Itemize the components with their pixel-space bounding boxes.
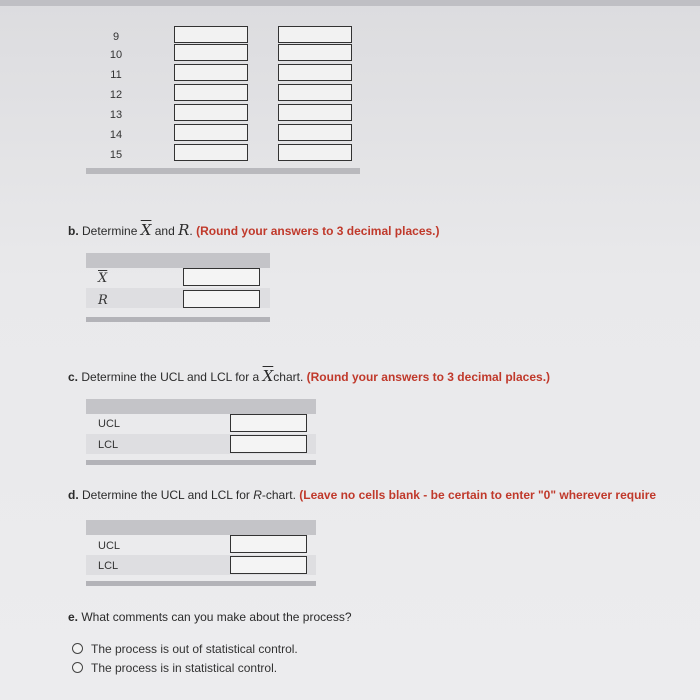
option-label: The process is in statistical control. xyxy=(91,661,278,675)
option-label: The process is out of statistical control. xyxy=(91,642,298,656)
part-d-text-2: -chart. xyxy=(261,488,296,502)
rbar-input[interactable] xyxy=(183,290,260,308)
part-c-text-1: Determine the UCL and LCL for a xyxy=(81,370,260,384)
lcl-label: LCL xyxy=(98,439,119,451)
part-e-prefix: e. xyxy=(68,610,79,624)
xchart-ucl-input[interactable] xyxy=(230,414,307,432)
top-browser-strip xyxy=(0,0,700,6)
part-c-question xyxy=(68,367,550,385)
radio-option-out-of-control[interactable] xyxy=(72,642,298,656)
sample-xbar-input[interactable] xyxy=(174,26,248,43)
part-c-table xyxy=(86,399,316,469)
table-row xyxy=(86,144,360,165)
table-row xyxy=(86,84,360,105)
table-header xyxy=(86,253,270,268)
part-d-prefix: d. xyxy=(68,488,79,502)
part-c-instruction: (Round your answers to 3 decimal places.) xyxy=(306,370,551,384)
sample-number: 15 xyxy=(109,149,123,161)
sample-r-input[interactable] xyxy=(278,104,352,121)
part-e-question xyxy=(68,610,352,624)
xbar-symbol: $\overline{X}$ xyxy=(140,221,152,239)
sample-number: 12 xyxy=(109,89,123,101)
sample-r-input[interactable] xyxy=(278,26,352,43)
table-row xyxy=(86,64,360,85)
table-row xyxy=(86,124,360,145)
part-c-prefix: c. xyxy=(68,370,79,384)
xbar-input[interactable] xyxy=(183,268,260,286)
part-b-text: Determine xyxy=(82,224,138,238)
sample-r-input[interactable] xyxy=(278,124,352,141)
part-b-table xyxy=(86,253,270,325)
r-row-label: R xyxy=(98,293,108,308)
rchart-ucl-input[interactable] xyxy=(230,535,307,553)
sample-xbar-input[interactable] xyxy=(174,144,248,161)
radio-button[interactable] xyxy=(72,662,83,673)
sample-xbar-input[interactable] xyxy=(174,104,248,121)
radio-option-in-control[interactable] xyxy=(72,661,277,675)
ucl-label: UCL xyxy=(98,418,121,430)
sample-xbar-input[interactable] xyxy=(174,124,248,141)
part-b-and: and xyxy=(154,224,175,238)
ucl-label: UCL xyxy=(98,540,121,552)
part-d-question xyxy=(68,488,656,502)
sample-r-input[interactable] xyxy=(278,44,352,61)
sample-number: 14 xyxy=(109,129,123,141)
lcl-label: LCL xyxy=(98,560,119,572)
sample-r-input[interactable] xyxy=(278,64,352,81)
sample-number: 13 xyxy=(109,109,123,121)
sample-xbar-input[interactable] xyxy=(174,64,248,81)
sample-xbar-input[interactable] xyxy=(174,84,248,101)
table-header xyxy=(86,399,316,414)
table-footer-bar xyxy=(86,460,316,465)
sample-xbar-input[interactable] xyxy=(174,44,248,61)
table-row xyxy=(86,44,360,65)
sample-number: 11 xyxy=(110,69,122,81)
sample-number: 10 xyxy=(109,49,123,61)
table-row xyxy=(86,104,360,125)
table-footer-bar xyxy=(86,581,316,586)
part-b-instruction: (Round your answers to 3 decimal places.) xyxy=(196,224,440,238)
table-header xyxy=(86,520,316,535)
table-footer-bar xyxy=(86,317,270,322)
part-c-text-2: chart. xyxy=(273,370,304,384)
sample-number: 9 xyxy=(112,31,120,43)
r-chart-symbol: R xyxy=(253,488,262,502)
rchart-lcl-input[interactable] xyxy=(230,556,307,574)
xchart-lcl-input[interactable] xyxy=(230,435,307,453)
r-symbol: R xyxy=(178,221,190,239)
part-b-question: b. Determine $\overline{X}$ and R. (Round your answers to 3 decimal places.) xyxy=(68,221,440,239)
radio-button[interactable] xyxy=(72,643,83,654)
sample-r-input[interactable] xyxy=(278,84,352,101)
part-d-table xyxy=(86,520,316,590)
part-b-prefix: b. xyxy=(68,224,79,238)
table-footer-bar xyxy=(86,168,360,174)
part-e-text: What comments can you make about the process? xyxy=(81,610,352,624)
sample-r-input[interactable] xyxy=(278,144,352,161)
part-d-text-1: Determine the UCL and LCL for xyxy=(82,488,250,502)
part-d-instruction: (Leave no cells blank - be certain to enter "0" wherever require xyxy=(299,488,657,502)
x-symbol: $\overline{X}$ xyxy=(262,367,274,385)
xbar-row-label: $\overline{X}$ xyxy=(98,271,108,286)
